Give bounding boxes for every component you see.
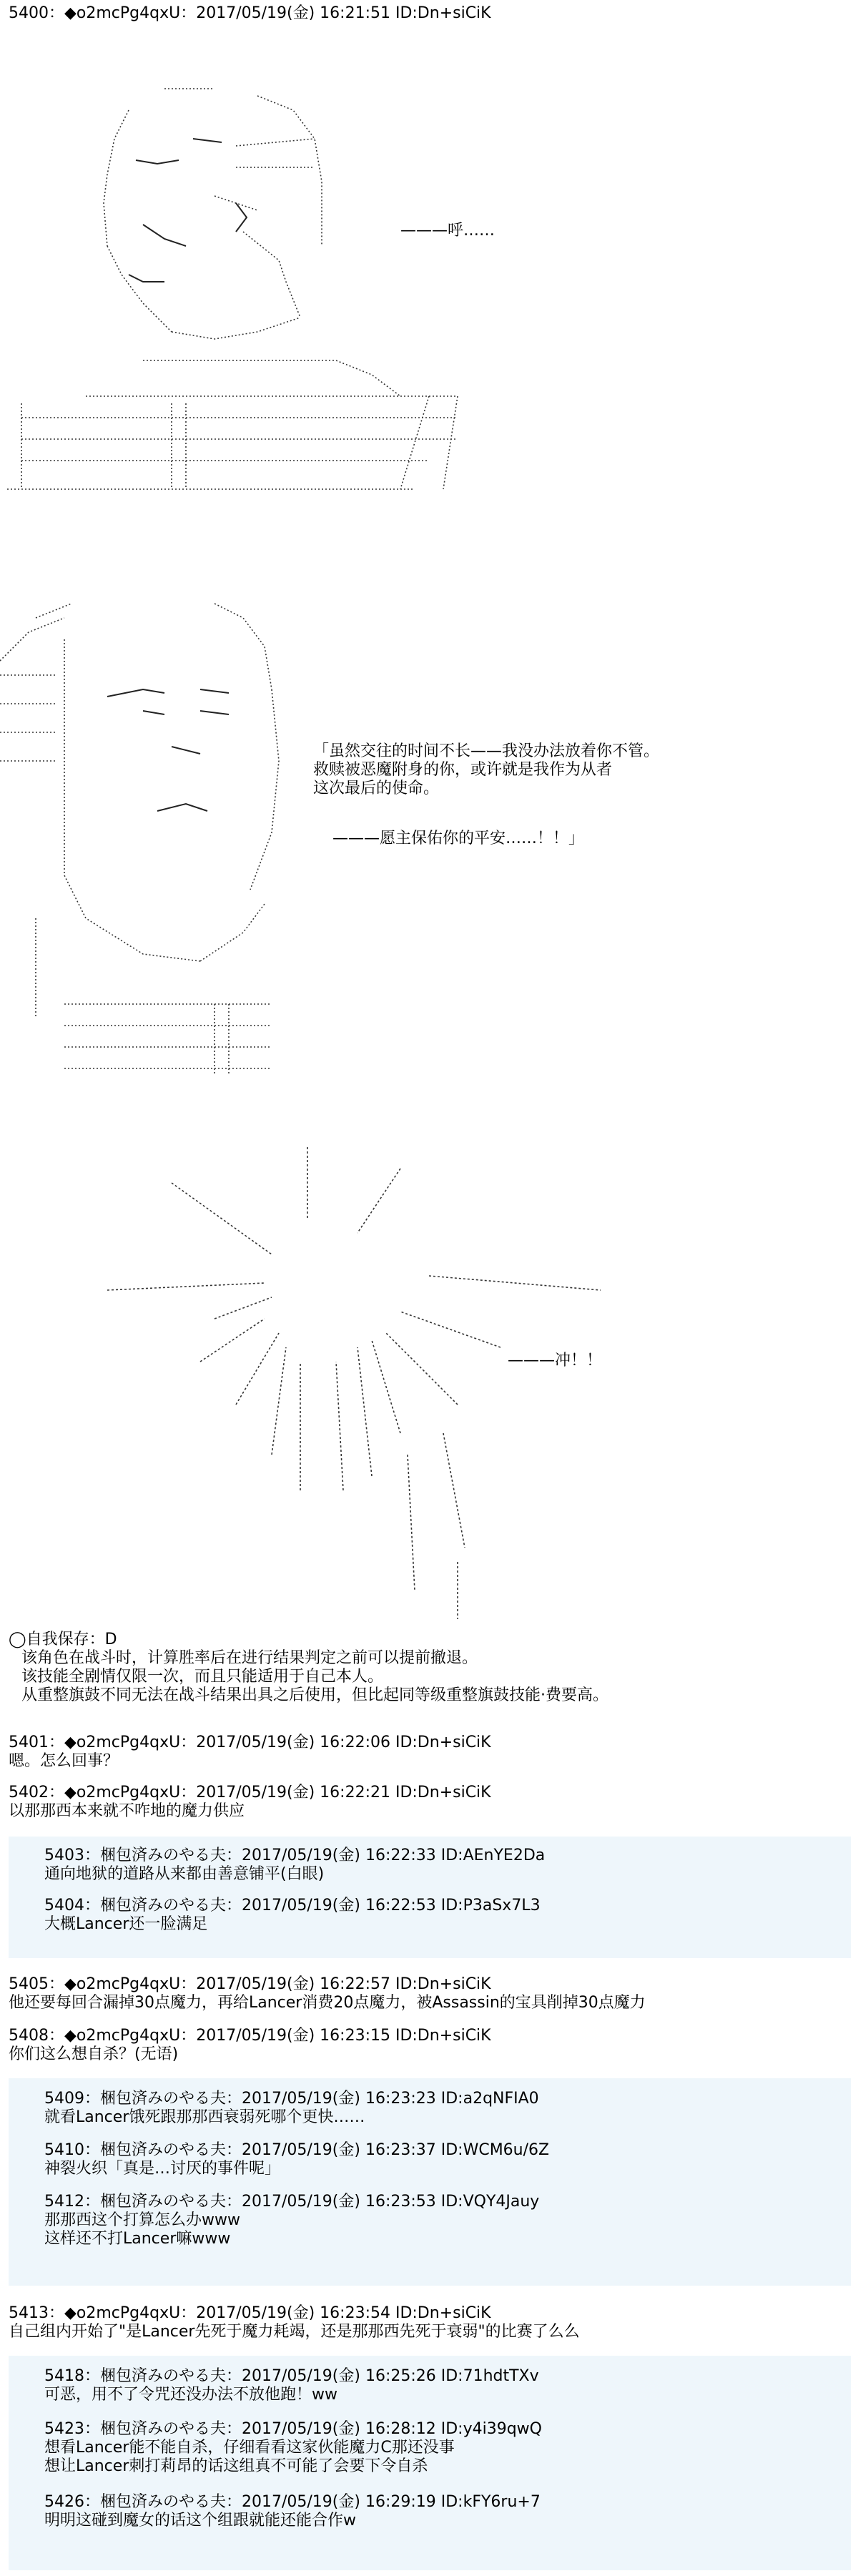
post-body-5408: 你们这么想自杀？(无语): [9, 2045, 179, 2063]
scene-1-caption: ———呼……: [400, 222, 495, 240]
reply-body: 想看Lancer能不能自杀，仔细看看这家伙能魔力C那还没事 想让Lancer刺打莉昂的话这组真不可能了会要下令自杀: [44, 2439, 455, 2475]
reply-header: 5412：梱包済みのやる夫：2017/05/19(金) 16:23:53 ID:VQY4Jauy: [44, 2193, 540, 2211]
reply-body: 可恶，用不了令咒还没办法不放他跑！ww: [44, 2386, 337, 2404]
reply-header: 5423：梱包済みのやる夫：2017/05/19(金) 16:28:12 ID:y4i39qwQ: [44, 2420, 542, 2438]
reply-header: 5410：梱包済みのやる夫：2017/05/19(金) 16:23:37 ID:WCM6u/6Z: [44, 2141, 550, 2159]
skill-line: 该角色在战斗时，计算胜率后在进行结果判定之前可以提前撤退。: [21, 1649, 478, 1667]
scene-2-line-3: 这次最后的使命。: [313, 780, 440, 797]
skill-description: [9, 1631, 608, 1705]
post-header-5408: 5408：◆o2mcPg4qxU：2017/05/19(金) 16:23:15 ID:Dn+siCiK: [9, 2027, 491, 2045]
ascii-art-scene-3: [0, 1116, 858, 1651]
post-header-5401: 5401：◆o2mcPg4qxU：2017/05/19(金) 16:22:06 ID:Dn+siCiK: [9, 1734, 491, 1751]
reply-header: 5403：梱包済みのやる夫：2017/05/19(金) 16:22:33 ID:AEnYE2Da: [44, 1847, 546, 1864]
post-body-5402: 以那那西本来就不咋地的魔力供应: [9, 1802, 245, 1820]
post-header-5405: 5405：◆o2mcPg4qxU：2017/05/19(金) 16:22:57 ID:Dn+siCiK: [9, 1975, 491, 1993]
reply-body: 神裂火织「真是…讨厌的事件呢」: [44, 2160, 281, 2178]
reply-header: 5409：梱包済みのやる夫：2017/05/19(金) 16:23:23 ID:a2qNFIA0: [44, 2090, 539, 2108]
reply-body: 那那西这个打算怎么办www 这样还不打Lancer嘛www: [44, 2211, 240, 2248]
skill-line: 从重整旗鼓不同无法在战斗结果出具之后使用，但比起同等级重整旗鼓技能·费要高。: [21, 1686, 608, 1704]
skill-line: 该技能全剧情仅限一次，而且只能适用于自己本人。: [21, 1668, 384, 1686]
post-body-5413: 自己组内开始了"是Lancer先死于魔力耗竭，还是那那西先死于衰弱"的比赛了么么: [9, 2323, 580, 2341]
post-header-5402: 5402：◆o2mcPg4qxU：2017/05/19(金) 16:22:21 ID:Dn+siCiK: [9, 1784, 491, 1801]
post-body-5405: 他还要每回合漏掉30点魔力，再给Lancer消费20点魔力，被Assassin的宝具削掉30点魔力: [9, 1994, 646, 2012]
scene-2-line-1: 「虽然交往的时间不长——我没办法放着你不管。: [313, 742, 660, 760]
reply-body: 大概Lancer还一脸满足: [44, 1915, 208, 1933]
skill-title: ◯自我保存：D: [9, 1631, 117, 1648]
ascii-art-scene-1: [0, 43, 858, 535]
post-header-5413: 5413：◆o2mcPg4qxU：2017/05/19(金) 16:23:54 ID:Dn+siCiK: [9, 2304, 491, 2322]
scene-2-cry: ———愿主保佑你的平安……！！」: [332, 830, 585, 847]
scene-3-caption: ———冲！！: [508, 1352, 603, 1370]
reply-body: 通向地狱的道路从来都由善意铺平(白眼): [44, 1865, 325, 1883]
reply-header: 5404：梱包済みのやる夫：2017/05/19(金) 16:22:53 ID:P3aSx7L3: [44, 1897, 541, 1914]
reply-header: 5426：梱包済みのやる夫：2017/05/19(金) 16:29:19 ID:kFY6ru+7: [44, 2493, 541, 2511]
reply-body: 明明这碰到魔女的话这个组跟就能还能合作w: [44, 2512, 356, 2530]
reply-header: 5418：梱包済みのやる夫：2017/05/19(金) 16:25:26 ID:71hdtTXv: [44, 2367, 539, 2385]
post-header-5400: 5400：◆o2mcPg4qxU：2017/05/19(金) 16:21:51 ID:Dn+siCiK: [9, 4, 491, 22]
scene-2-line-2: 救赎被恶魔附身的你，或许就是我作为从者: [313, 761, 613, 779]
post-body-5401: 嗯。怎么回事？: [9, 1752, 119, 1770]
reply-body: 就看Lancer饿死跟那那西衰弱死哪个更快……: [44, 2108, 365, 2126]
